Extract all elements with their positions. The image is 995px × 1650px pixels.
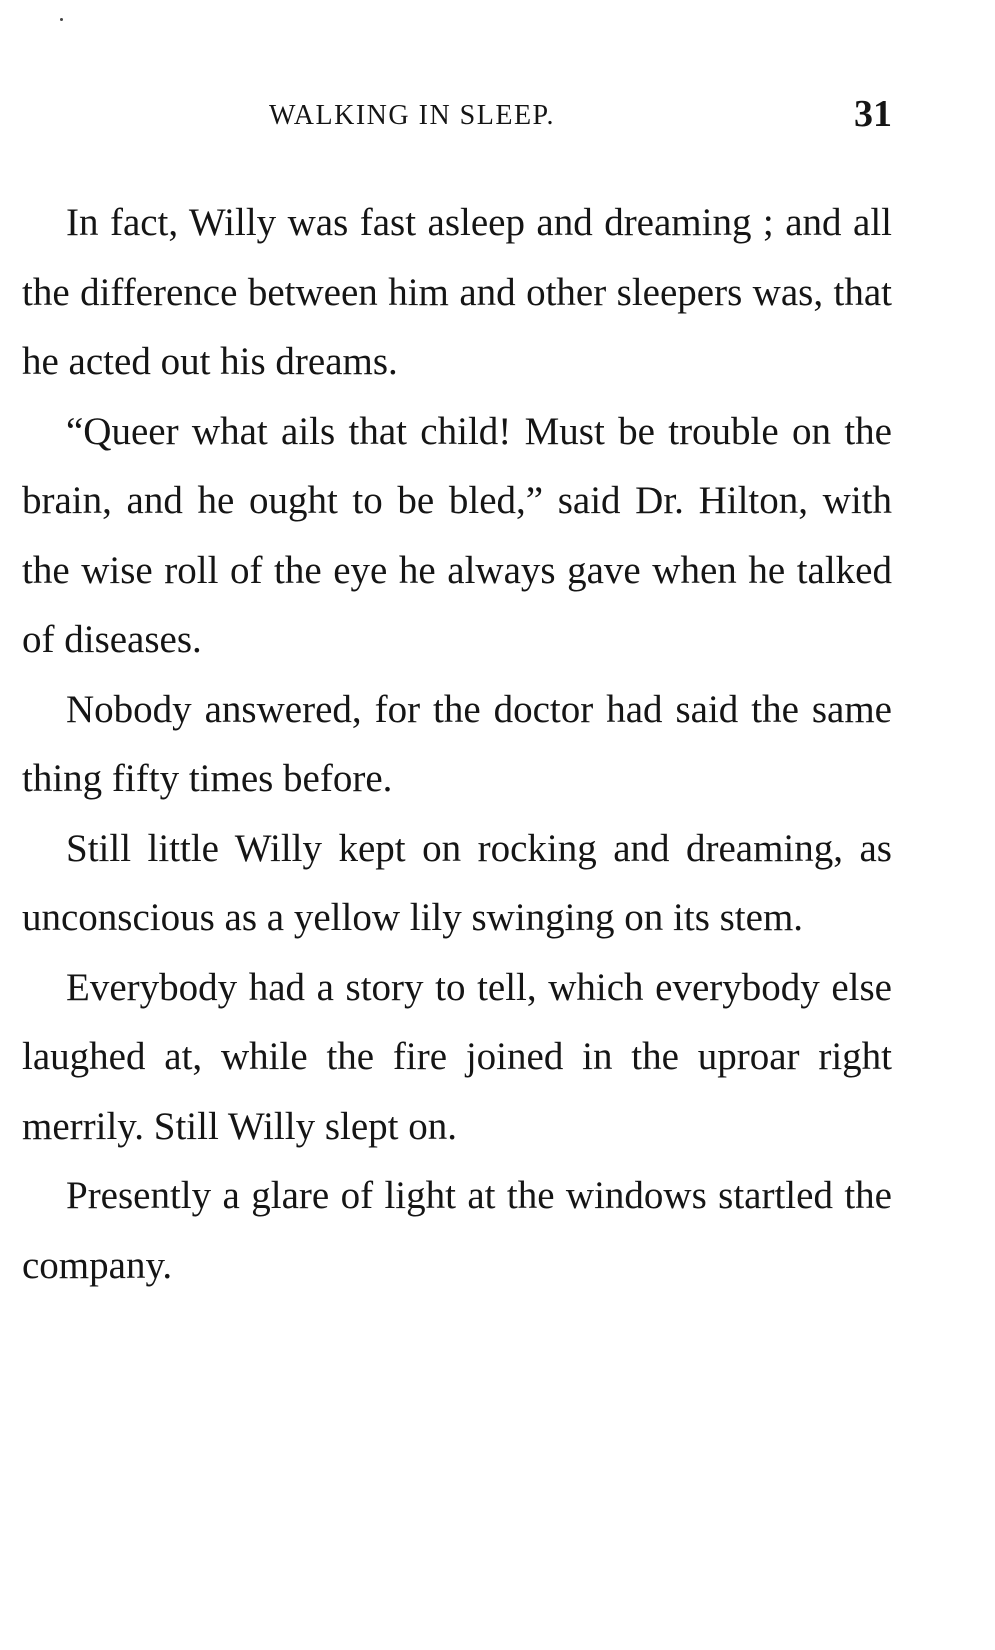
paragraph: Presently a glare of light at the windows startled the company. (22, 1174, 892, 1287)
ink-speck (60, 18, 63, 21)
paragraph: “Queer what ails that child! Must be trouble on the brain, and he ought to be bled,” said Dr. Hilton, with the wise roll of the eye he always gave when he talked of diseases. (22, 409, 892, 661)
paragraph: Still little Willy kept on rocking and dreaming, as unconscious as a yellow lily swinging on its stem. (22, 826, 892, 939)
page-number: 31 (854, 93, 892, 135)
body-text (22, 188, 892, 1300)
running-header (22, 92, 892, 142)
paragraph: Everybody had a story to tell, which everybody else laughed at, while the fire joined in the uproar right merrily. Still Willy slept on. (22, 965, 892, 1148)
paragraph: In fact, Willy was fast asleep and dreaming ; and all the difference between him and other sleepers was, that he acted out his dreams. (22, 201, 892, 383)
running-title: WALKING IN SLEEP. (268, 100, 556, 131)
paragraph: Nobody answered, for the doctor had said the same thing fifty times before. (22, 687, 892, 800)
